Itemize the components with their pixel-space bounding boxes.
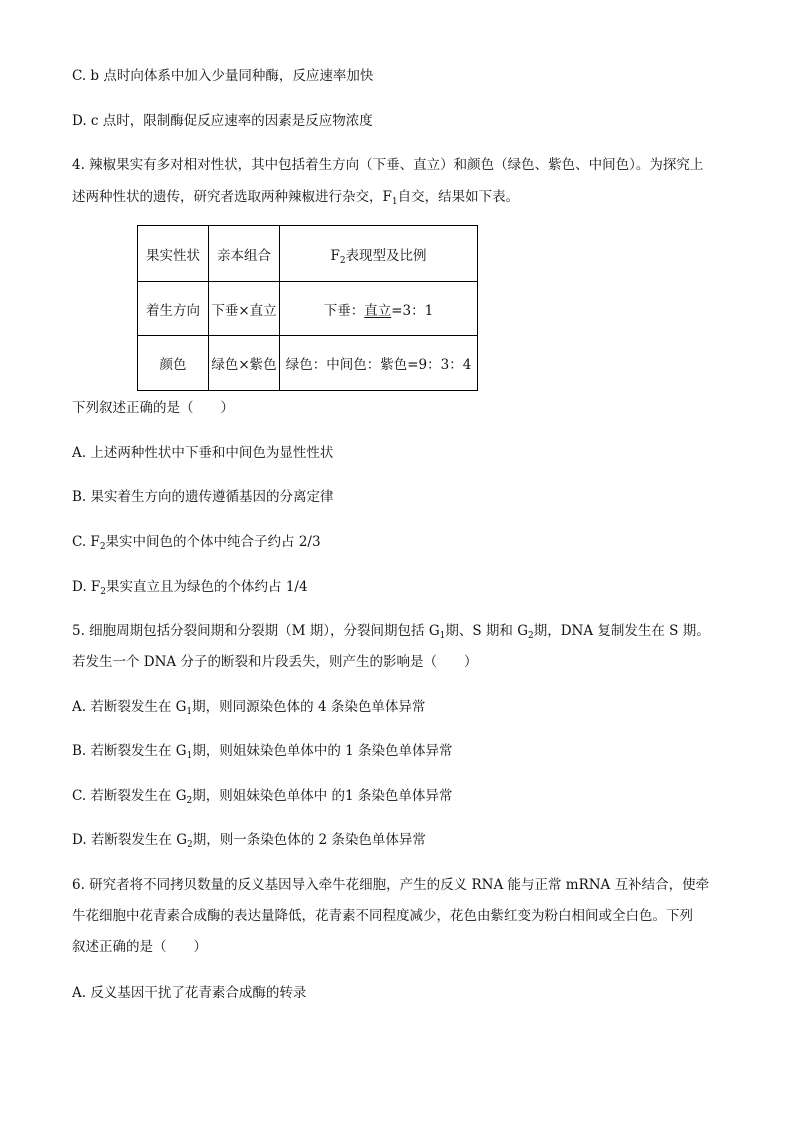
q4-option-b: B. 果实着生方向的遗传遵循基因的分离定律: [72, 489, 334, 505]
q5-option-c: C. 若断裂发生在 $G_2$期，则姐妹染色单体中 的1 条染色单体异常: [72, 788, 453, 806]
q4-option-d: D. $F_2$果实直立且为绿色的个体约占 1/4: [72, 579, 308, 597]
header-parents: 亲本组合: [209, 226, 280, 282]
q6-option-a: A. 反义基因干扰了花青素合成酶的转录: [72, 985, 307, 1001]
table-row: [138, 282, 478, 336]
q4-stem-line1: 4. 辣椒果实有多对相对性状，其中包括着生方向（下垂、直立）和颜色（绿色、紫色、中间色）。为探究上: [72, 157, 704, 173]
table-row: [138, 336, 478, 391]
row1-ratio: 下垂：直立=3：1: [280, 282, 478, 336]
q6-stem-line2: 牛花细胞中花青素合成酶的表达量降低，花青素不同程度减少，花色由紫红变为粉白相间或全白色。下列: [72, 908, 693, 924]
results-table: [137, 225, 478, 391]
header-trait: 果实性状: [138, 226, 209, 282]
q3-option-c: C. b 点时向体系中加入少量同种酶，反应速率加快: [72, 68, 374, 84]
row1-trait: 着生方向: [138, 282, 209, 336]
table-header-row: [138, 226, 478, 282]
q4-stem-line2: 述两种性状的遗传，研究者选取两种辣椒进行杂交，$F_1$自交，结果如下表。: [72, 189, 520, 207]
header-ratio: $F_2$表现型及比例: [280, 226, 478, 282]
q3-option-d: D. c 点时，限制酶促反应速率的因素是反应物浓度: [72, 113, 373, 129]
q5-option-d: D. 若断裂发生在 $G_2$期，则一条染色体的 2 条染色单体异常: [72, 832, 426, 850]
q6-stem-line3: 叙述正确的是（ ）: [72, 939, 207, 955]
q5-option-b: B. 若断裂发生在 $G_1$期，则姐妹染色单体中的 1 条染色单体异常: [72, 743, 453, 761]
q4-option-a: A. 上述两种性状中下垂和中间色为显性性状: [72, 445, 334, 461]
row2-ratio: 绿色：中间色：紫色=9：3：4: [280, 336, 478, 391]
row1-parents: 下垂×直立: [209, 282, 280, 336]
q4-question: 下列叙述正确的是（ ）: [72, 400, 234, 416]
q5-stem-line2: 若发生一个 DNA 分子的断裂和片段丢失，则产生的影响是（ ）: [72, 654, 478, 670]
q4-option-c: C. $F_2$果实中间色的个体中纯合子约占 2/3: [72, 534, 321, 552]
q6-stem-line1: 6. 研究者将不同拷贝数量的反义基因导入牵牛花细胞，产生的反义 RNA 能与正常 mRNA 互补结合，使牵: [72, 877, 710, 893]
q5-option-a: A. 若断裂发生在 $G_1$期，则同源染色体的 4 条染色单体异常: [72, 699, 426, 717]
row2-trait: 颜色: [138, 336, 209, 391]
row2-parents: 绿色×紫色: [209, 336, 280, 391]
q5-stem-line1: 5. 细胞周期包括分裂间期和分裂期（M 期），分裂间期包括 $G_1$期、S 期和 $G_2$期，DNA 复制发生在 S 期。: [72, 623, 710, 641]
